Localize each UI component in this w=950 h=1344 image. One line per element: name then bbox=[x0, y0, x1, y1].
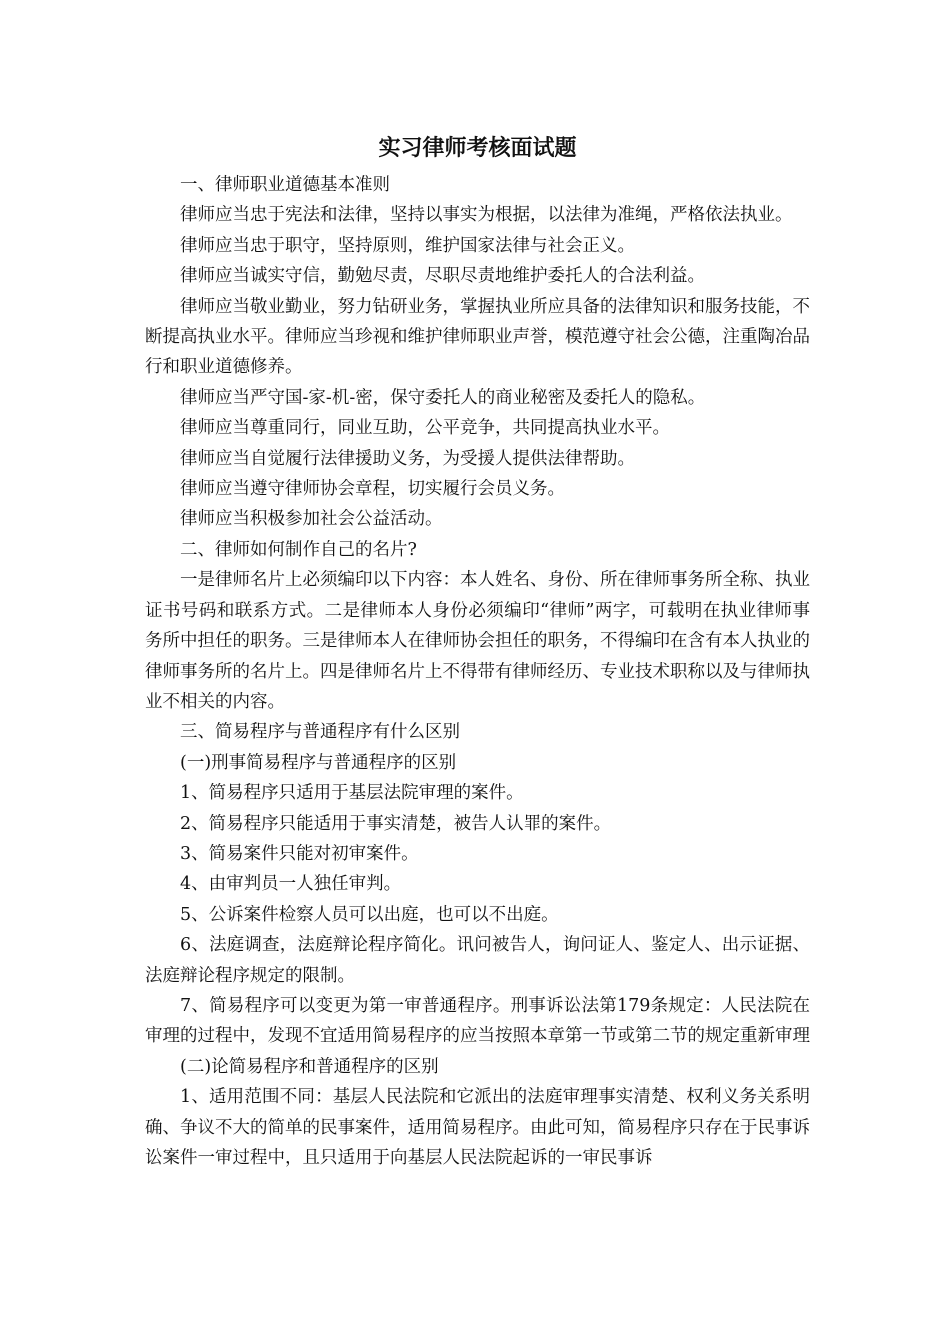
paragraph-16: 2、简易程序只能适用于事实清楚，被告人认罪的案件。 bbox=[180, 813, 612, 834]
paragraph-19: 5、公诉案件检察人员可以出庭，也可以不出庭。 bbox=[180, 904, 559, 925]
paragraph-11: 二、律师如何制作自己的名片? bbox=[180, 539, 417, 560]
paragraph-9: 律师应当遵守律师协会章程，切实履行会员义务。 bbox=[180, 479, 565, 500]
paragraph-3: 律师应当忠于职守，坚持原则，维护国家法律与社会正义。 bbox=[180, 235, 635, 256]
paragraph-17: 3、简易案件只能对初审案件。 bbox=[180, 843, 419, 864]
paragraph-18: 4、由审判员一人独任审判。 bbox=[180, 874, 402, 895]
paragraph-7: 律师应当尊重同行，同业互助，公平竞争，共同提高执业水平。 bbox=[180, 418, 670, 439]
paragraph-15: 1、简易程序只适用于基层法院审理的案件。 bbox=[180, 783, 524, 804]
paragraph-2: 律师应当忠于宪法和法律，坚持以事实为根据，以法律为准绳，严格依法执业。 bbox=[180, 205, 793, 226]
document-title: 实习律师考核面试题 bbox=[378, 136, 577, 161]
paragraph-12: 一是律师名片上必须编印以下内容：本人姓名、身份、所在律师事务所全称、执业证书号码和联系方式。二是律师本人身份必须编印“律师”两字，可载明在执业律师事务所中担任的职务。三是律师本人在律师协会担任的职务，不得编印在含有本人执业的律师事务所的名片上。四是律师名片上不得带有律师经历、专业技术职称以及与律师执业不相关的内容。 bbox=[145, 570, 810, 712]
paragraph-20: 6、法庭调查，法庭辩论程序简化。讯问被告人，询问证人、鉴定人、出示证据、法庭辩论程序规定的限制。 bbox=[145, 935, 810, 986]
document-page bbox=[145, 132, 810, 1173]
paragraph-14: (一)刑事简易程序与普通程序的区别 bbox=[180, 752, 457, 773]
paragraph-10: 律师应当积极参加社会公益活动。 bbox=[180, 509, 443, 530]
paragraph-6: 律师应当严守国-家-机-密，保守委托人的商业秘密及委托人的隐私。 bbox=[180, 387, 706, 408]
paragraph-8: 律师应当自觉履行法律援助义务，为受援人提供法律帮助。 bbox=[180, 448, 635, 469]
paragraph-4: 律师应当诚实守信，勤勉尽责，尽职尽责地维护委托人的合法利益。 bbox=[180, 266, 705, 287]
paragraph-22: (二)论简易程序和普通程序的区别 bbox=[180, 1056, 439, 1077]
paragraph-5: 律师应当敬业勤业，努力钻研业务，掌握执业所应具备的法律知识和服务技能，不断提高执业水平。律师应当珍视和维护律师职业声誉，模范遵守社会公德，注重陶冶品行和职业道德修养。 bbox=[145, 296, 810, 378]
paragraph-21: 7、简易程序可以变更为第一审普通程序。刑事诉讼法第179条规定：人民法院在审理的过程中，发现不宜适用简易程序的应当按照本章第一节或第二节的规定重新审理 bbox=[145, 995, 810, 1047]
paragraph-1: 一、律师职业道德基本准则 bbox=[180, 175, 390, 195]
paragraph-23: 1、适用范围不同：基层人民法院和它派出的法庭审理事实清楚、权利义务关系明确、争议不大的简单的民事案件，适用简易程序。由此可知，简易程序只存在于民事诉讼案件一审过程中，且只适用于向基层人民法院起诉的一审民事诉 bbox=[145, 1087, 810, 1168]
paragraph-13: 三、简易程序与普通程序有什么区别 bbox=[180, 722, 460, 743]
